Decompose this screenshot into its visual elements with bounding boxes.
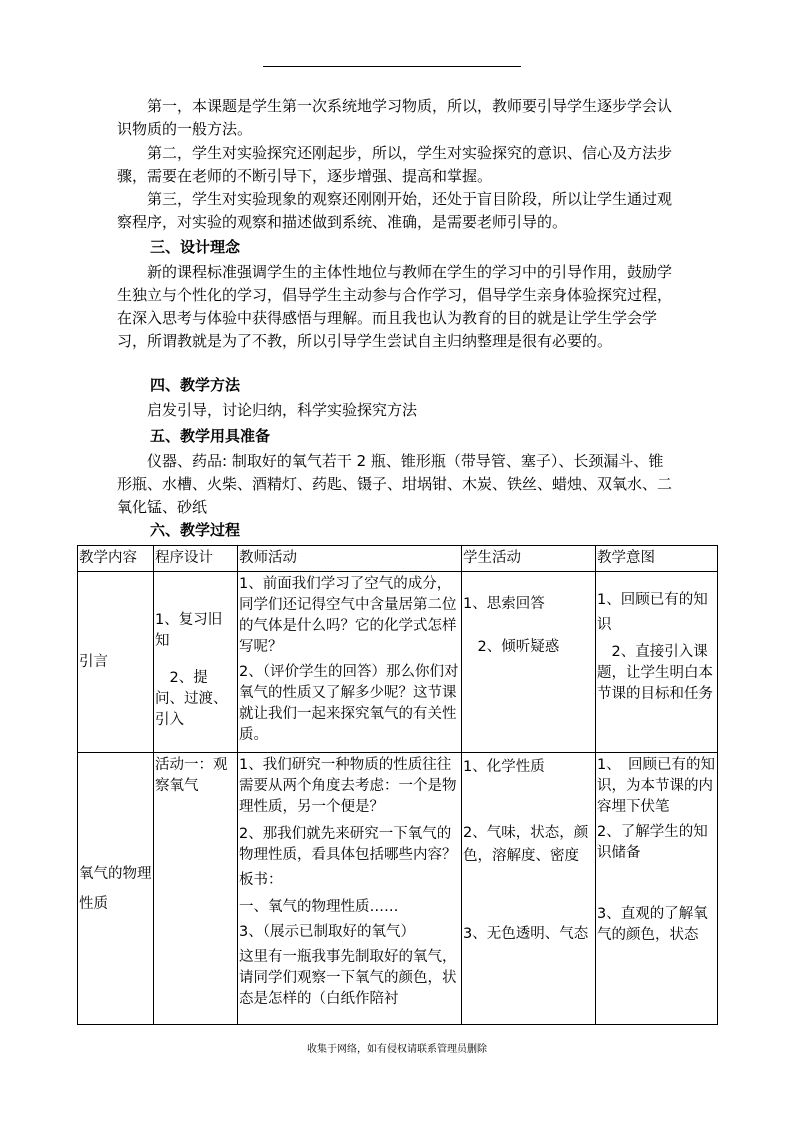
cell-program: 活动一：观察氧气 <box>154 753 238 1025</box>
footer-note: 收集于网络，如有侵权请联系管理员删除 <box>307 1044 487 1055</box>
paragraph-second: 第二，学生对实验探究还刚起步，所以，学生对实验探究的意识、信心及方法步骤，需要在老师的不断引导下，逐步增强、提高和掌握。 <box>117 144 673 185</box>
cell-program: 1、复习旧知 2、提问、过渡、引入 <box>154 572 238 753</box>
header-student: 学生活动 <box>462 546 596 572</box>
cell-content: 引言 <box>78 572 154 753</box>
paragraph-teaching-method: 启发引导，讨论归纳，科学实验探究方法 <box>117 401 418 419</box>
heading-teaching-process: 六、教学过程 <box>150 521 241 539</box>
header-teacher: 教师活动 <box>238 546 462 572</box>
header-content: 教学内容 <box>78 546 154 572</box>
heading-design-concept: 三、设计理念 <box>150 238 241 256</box>
cell-intent: 1、 回顾已有的知识，为本节课的内容埋下伏笔 2、了解学生的知识储备 3、直观的了解氧气的颜色，状态 <box>596 753 718 1025</box>
heading-teaching-tools: 五、教学用具准备 <box>150 427 271 445</box>
header-rule <box>263 66 521 67</box>
cell-teacher: 1、我们研究一种物质的性质往往需要从两个角度去考虑：一个是物理性质，另一个便是？ 2、那我们就先来研究一下氧气的物理性质，看具体包括哪些内容？ 板书： 一、氧气的物理性质…… 3、（展示已制取好的氧气） 这里有一瓶我事先制取好的氧气，请同学们观察一下氧气的颜色，状态是怎样的（白纸作陪衬 <box>238 753 462 1025</box>
table-header-row <box>78 546 718 572</box>
heading-teaching-method: 四、教学方法 <box>150 376 241 394</box>
cell-intent: 1、回顾已有的知识 2、直接引入课题，让学生明白本节课的目标和任务 <box>596 572 718 753</box>
header-program: 程序设计 <box>154 546 238 572</box>
paragraph-first: 第一，本课题是学生第一次系统地学习物质，所以，教师要引导学生逐步学会认识物质的一般方法。 <box>117 97 673 138</box>
paragraph-third: 第三，学生对实验现象的观察还刚刚开始，还处于盲目阶段，所以让学生通过观察程序，对实验的观察和描述做到系统、准确，是需要老师引导的。 <box>117 190 673 231</box>
header-intent: 教学意图 <box>596 546 718 572</box>
paragraph-design-concept: 新的课程标准强调学生的主体性地位与教师在学生的学习中的引导作用，鼓励学生独立与个性化的学习，倡导学生主动参与合作学习，倡导学生亲身体验探究过程，在深入思考与体验中获得感悟与理解。而且我也认为教育的目的就是让学生学会学习，所谓教就是为了不教，所以引导学生尝试自主归纳整理是很有必要的。 <box>117 263 673 350</box>
cell-content: 氧气的物理性质 <box>78 753 154 1025</box>
paragraph-teaching-tools: 仪器、药品: 制取好的氧气若干 2 瓶、锥形瓶（带导管、塞子）、长颈漏斗、锥形瓶、水槽、火柴、酒精灯、药匙、镊子、坩埚钳、木炭、铁丝、蜡烛、双氧水、二氧化锰、砂纸 <box>117 452 673 516</box>
teaching-process-table <box>77 545 718 1025</box>
cell-student: 1、思索回答 2、倾听疑惑 <box>462 572 596 753</box>
table-row <box>78 753 718 1025</box>
cell-teacher: 1、前面我们学习了空气的成分，同学们还记得空气中含量居第二位的气体是什么吗？它的化学式怎样写呢？ 2、（评价学生的回答）那么你们对氧气的性质又了解多少呢？这节课就让我们一起来探究氧气的有关性质。 <box>238 572 462 753</box>
cell-student: 1、化学性质 2、气味，状态，颜色，溶解度、密度 3、无色透明、气态 <box>462 753 596 1025</box>
table-row <box>78 572 718 753</box>
